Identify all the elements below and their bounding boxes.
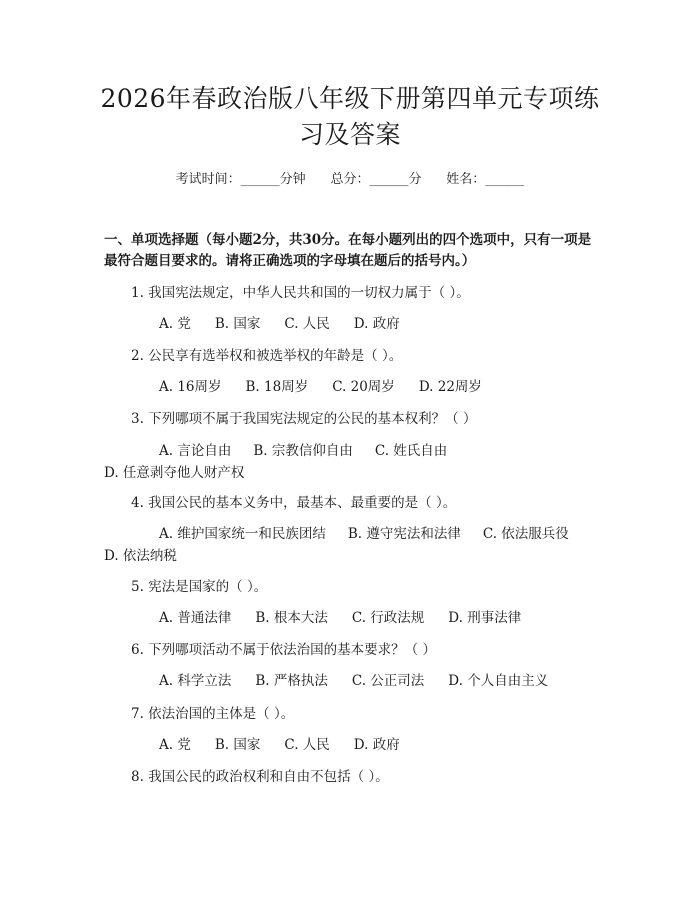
option: B. 18周岁 — [245, 379, 309, 395]
option: D. 依法纳税 — [104, 548, 177, 564]
document-title-line-1: 2026年春政治版八年级下册第四单元专项练 — [100, 84, 600, 113]
option: B. 严格执法 — [255, 673, 328, 689]
option: D. 刑事法律 — [448, 610, 522, 626]
question-options — [159, 314, 424, 334]
option: B. 国家 — [214, 316, 261, 332]
option: C. 20周岁 — [332, 379, 395, 395]
option: C. 行政法规 — [351, 610, 425, 626]
option: C. 人民 — [284, 316, 330, 332]
option: A. 维护国家统一和民族团结 — [159, 526, 326, 542]
option: A. 普通法律 — [159, 610, 232, 626]
option: A. 言论自由 — [159, 443, 232, 459]
option: B. 宗教信仰自由 — [253, 443, 353, 459]
option: D. 政府 — [353, 737, 400, 753]
question-stem: 5. 宪法是国家的（ ）。 — [131, 579, 268, 595]
question-options — [104, 523, 604, 567]
question-stem: 6. 下列哪项活动不属于依法治国的基本要求？（ ） — [131, 642, 436, 658]
question-options — [104, 440, 604, 484]
option: A. 科学立法 — [159, 673, 232, 689]
exam-meta — [0, 168, 700, 187]
option: C. 公正司法 — [351, 673, 425, 689]
option: A. 党 — [159, 737, 191, 753]
exam-total-score: 总分：______分 — [330, 172, 422, 187]
option: C. 依法服兵役 — [482, 526, 569, 542]
option: C. 人民 — [284, 737, 330, 753]
option: D. 22周岁 — [418, 379, 482, 395]
question-options — [159, 671, 572, 691]
section-heading: 一、单项选择题（每小题2分，共30分。在每小题列出的四个选项中，只有一项是最符合题目要求的。请将正确选项的字母填在题后的括号内。） — [104, 232, 592, 269]
exam-time: 考试时间：______分钟 — [175, 172, 306, 187]
question-stem: 8. 我国公民的政治权利和自由不包括（ ）。 — [131, 769, 389, 785]
question-stem: 1. 我国宪法规定，中华人民共和国的一切权力属于（ ）。 — [131, 285, 470, 301]
option: C. 姓氏自由 — [374, 443, 448, 459]
question-stem: 2. 公民享有选举权和被选举权的年龄是（ ）。 — [131, 348, 403, 364]
exam-student-name: 姓名：______ — [446, 172, 525, 187]
document-title-line-2: 习及答案 — [298, 120, 401, 149]
option: B. 遵守宪法和法律 — [347, 526, 461, 542]
option: A. 16周岁 — [159, 379, 222, 395]
question-stem: 7. 依法治国的主体是（ ）。 — [131, 706, 295, 722]
question-options — [159, 608, 545, 628]
option: D. 个人自由主义 — [448, 673, 549, 689]
option: B. 国家 — [214, 737, 261, 753]
question-stem: 3. 下列哪项不属于我国宪法规定的公民的基本权利？（ ） — [131, 411, 477, 427]
option: A. 党 — [159, 316, 191, 332]
option: D. 任意剥夺他人财产权 — [104, 465, 245, 481]
option: D. 政府 — [353, 316, 400, 332]
option: B. 根本大法 — [255, 610, 328, 626]
question-options — [159, 377, 506, 397]
question-options — [159, 735, 424, 755]
question-stem: 4. 我国公民的基本义务中，最基本、最重要的是（ ）。 — [131, 495, 457, 511]
